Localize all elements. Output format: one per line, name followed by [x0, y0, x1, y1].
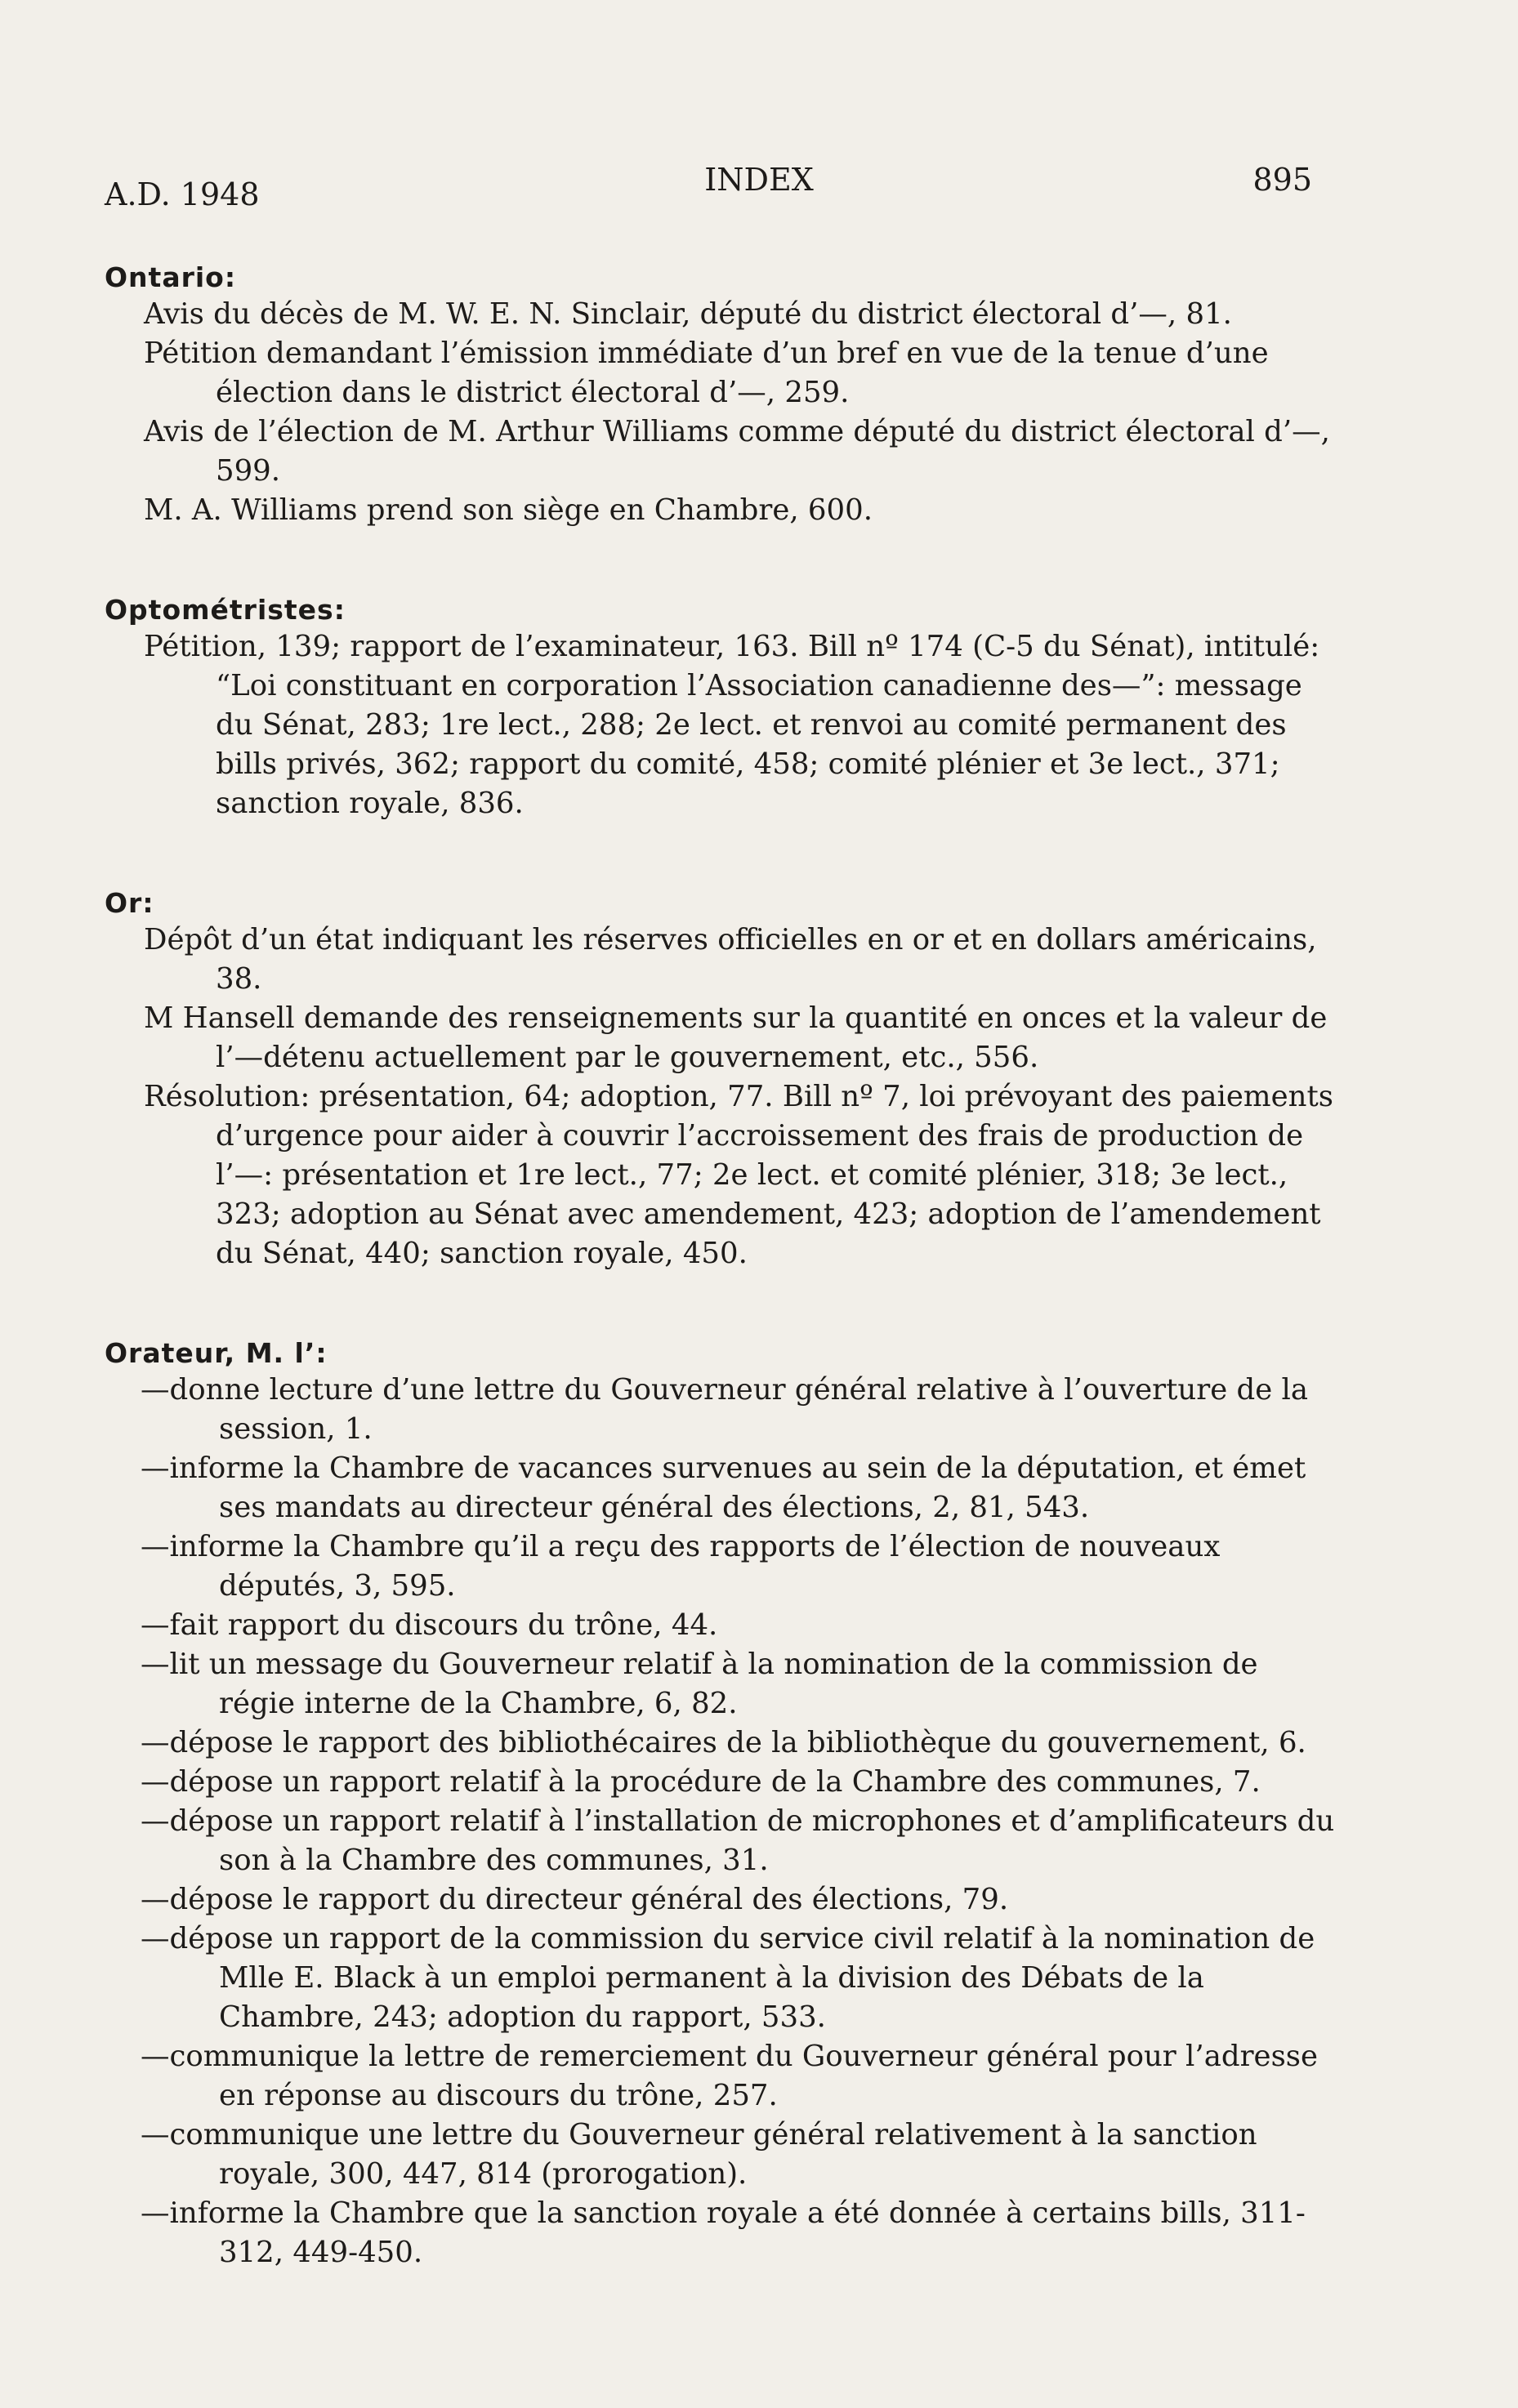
index-entry: —dépose le rapport des bibliothécaires de la bibliothèque du gouvernement, 6. — [141, 1726, 1306, 1759]
index-entry: M. A. Williams prend son siège en Chambre, 600. — [144, 493, 873, 527]
index-entry: Pétition demandant l’émission immédiate d’un bref en vue de la tenue d’une élection dans le district électoral d’—, 259. — [144, 337, 1269, 409]
index-entry: —dépose un rapport de la commission du service civil relatif à la nomination de Mlle E. Black à un emploi permanent à la division des Débats de la Chambre, 243; adoption du rapport, 533. — [141, 1922, 1315, 2034]
index-entry: Avis de l’élection de M. Arthur Williams comme député du district électoral d’—, 599. — [144, 415, 1330, 488]
index-content — [105, 261, 1337, 2336]
index-entry: —fait rapport du discours du trône, 44. — [141, 1608, 718, 1642]
index-entry: Dépôt d’un état indiquant les réserves officielles en or et en dollars américains, 38. — [144, 923, 1317, 996]
index-entry: —informe la Chambre que la sanction royale a été donnée à certains bills, 311-312, 449-450. — [141, 2196, 1306, 2269]
section-heading: Ontario: — [105, 261, 237, 293]
section-orateur — [105, 1337, 1337, 2272]
index-entry: Avis du décès de M. W. E. N. Sinclair, député du district électoral d’—, 81. — [144, 297, 1232, 331]
running-head — [0, 162, 1518, 211]
index-entry: —informe la Chambre qu’il a reçu des rapports de l’élection de nouveaux députés, 3, 595. — [141, 1530, 1221, 1603]
page-number: 895 — [1252, 162, 1312, 198]
header-year: A.D. 1948 — [105, 176, 260, 212]
index-entry: —dépose un rapport relatif à la procédure de la Chambre des communes, 7. — [141, 1765, 1261, 1799]
index-entry: Pétition, 139; rapport de l’examinateur, 163. Bill nº 174 (C-5 du Sénat), intitulé: “Loi constituant en corporation l’Association canadienne des—”: message du Sénat, 283; 1re lect., 288; 2e lect. et renvoi au comité permanent des bills privés, 362; rapport du comité, 458; comité plénier et 3e lect., 371; sanction royale, 836. — [144, 630, 1320, 820]
section-or — [105, 887, 1337, 1273]
section-optometristes — [105, 594, 1337, 823]
index-entry: —dépose un rapport relatif à l’installation de microphones et d’amplificateurs du son à la Chambre des communes, 31. — [141, 1804, 1335, 1877]
index-entry: —lit un message du Gouverneur relatif à la nomination de la commission de régie interne de la Chambre, 6, 82. — [141, 1648, 1258, 1720]
index-entry: —donne lecture d’une lettre du Gouverneur général relative à l’ouverture de la session, 1. — [141, 1373, 1309, 1446]
index-entry: —dépose le rapport du directeur général des élections, 79. — [141, 1883, 1009, 1916]
section-ontario — [105, 261, 1337, 530]
section-heading: Or: — [105, 887, 154, 919]
index-entry: —informe la Chambre de vacances survenues au sein de la députation, et émet ses mandats au directeur général des élections, 2, 81, 543. — [141, 1451, 1306, 1524]
header-title: INDEX — [704, 162, 814, 198]
index-entry: M Hansell demande des renseignements sur la quantité en onces et la valeur de l’—détenu actuellement par le gouvernement, etc., 556. — [144, 1001, 1328, 1074]
index-entry: —communique la lettre de remerciement du Gouverneur général pour l’adresse en réponse au discours du trône, 257. — [141, 2040, 1319, 2112]
section-heading: Orateur, M. l’: — [105, 1337, 328, 1369]
index-entry: —communique une lettre du Gouverneur général relativement à la sanction royale, 300, 447, 814 (prorogation). — [141, 2118, 1257, 2191]
section-heading: Optométristes: — [105, 594, 346, 626]
index-entry: Résolution: présentation, 64; adoption, 77. Bill nº 7, loi prévoyant des paiements d’urgence pour aider à couvrir l’accroissement des frais de production de l’—: présentation et 1re lect., 77; 2e lect. et comité plénier, 318; 3e lect., 323; adoption au Sénat avec amendement, 423; adoption de l’amendement du Sénat, 440; sanction royale, 450. — [144, 1080, 1333, 1270]
